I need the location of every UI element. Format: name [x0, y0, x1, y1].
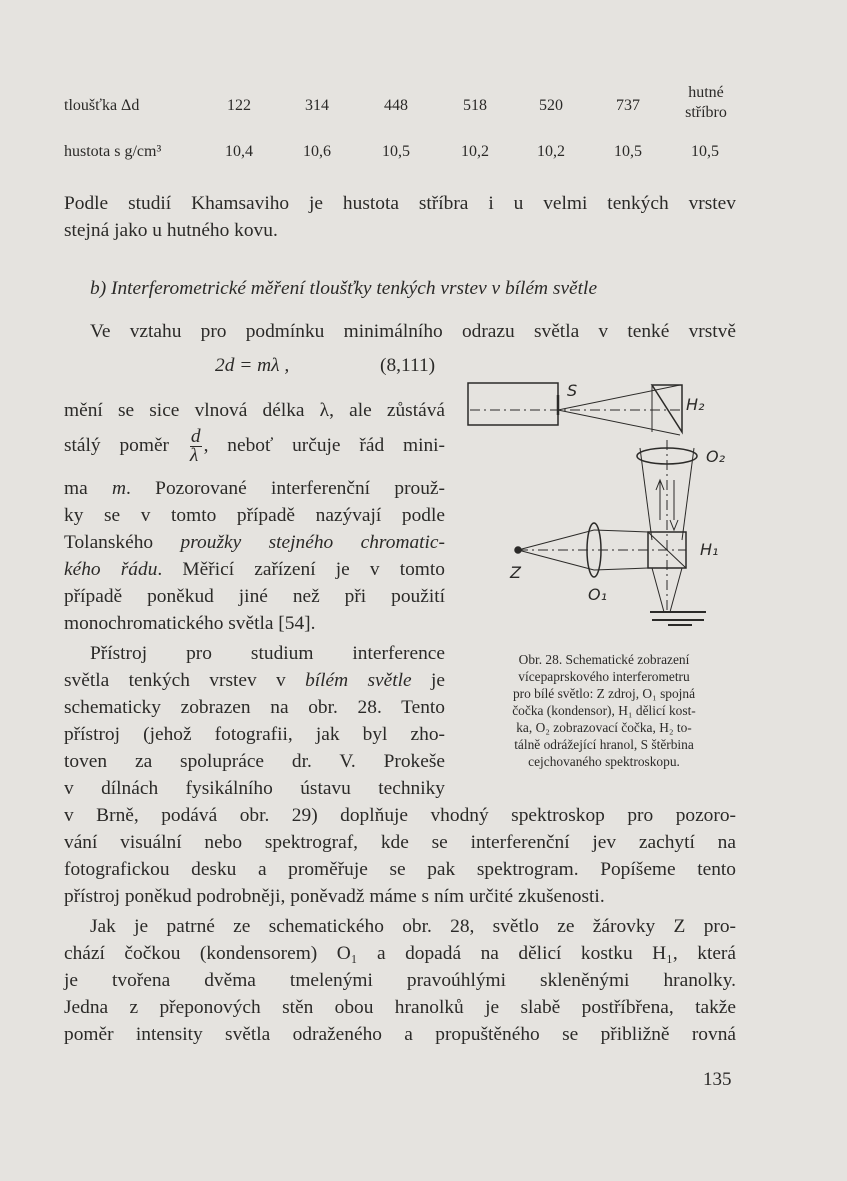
caption-line: cejchovaného spektroskopu.: [528, 754, 680, 769]
paragraph-line: je tvořena dvěma tmelenými pravoúhlými skleněnými hranolky.: [64, 970, 736, 991]
section-heading: b) Interferometrické měření tloušťky tenkých vrstev v bílém světle: [90, 278, 598, 299]
figure-caption: [466, 651, 742, 770]
paragraph-line-with-fraction: [64, 426, 446, 466]
table-cell: 10,5: [614, 143, 642, 160]
table-cell: 314: [305, 97, 329, 114]
ray: [670, 568, 682, 612]
paragraph-line: Jak je patrné ze schematického obr. 28, světlo ze žárovky Z pro-: [90, 916, 736, 937]
paragraph-line: přístroj (jehož fotografii, jak byl zho-: [64, 724, 445, 745]
paragraph-line: případě poněkud jiné než při použití: [64, 586, 445, 607]
ray: [518, 530, 594, 550]
intro-line: stejná jako u hutného kovu.: [64, 220, 278, 241]
paragraph-line: přístroj poněkud podrobněji, poněvadž máme s ním určité zkušenosti.: [64, 886, 605, 907]
ray: [558, 410, 680, 435]
text-fragment: stálý poměr: [64, 434, 170, 456]
table-cell: 10,2: [537, 143, 565, 160]
caption-line: tálně odrážející hranol, S štěrbina: [514, 737, 694, 752]
paragraph-line: Přístroj pro studium interference: [90, 643, 445, 664]
ray: [652, 568, 664, 612]
figure-label-o2: O₂: [706, 447, 726, 466]
table-cell: 448: [384, 97, 408, 114]
text-fragment: , neboť určuje řád mini-: [203, 434, 446, 456]
paragraph-line: toven za spolupráce dr. V. Prokeše: [64, 751, 445, 772]
paragraph-line: mění se sice vlnová délka λ, ale zůstává: [64, 400, 445, 421]
table-cell: 10,6: [303, 143, 331, 160]
paragraph-line: [64, 556, 445, 583]
figure-label-h2: H₂: [686, 395, 705, 414]
figure-label-h1: H₁: [700, 540, 719, 559]
caption-line: čočka (kondensor), H₁ dělicí kost-: [512, 703, 696, 718]
paragraph-line: [64, 529, 445, 556]
figure-label-o1: O₁: [588, 585, 608, 604]
paragraph-line: vání visuální nebo spektrograf, kde se interferenční jev zachytí na: [64, 832, 736, 853]
prism-h2: [652, 385, 682, 432]
table-row-thickness-label: tloušťka Δd: [64, 97, 140, 114]
table-cell: 520: [539, 97, 563, 114]
text-fragment: kého řádu: [64, 559, 158, 580]
fraction-d-over-lambda: [190, 428, 202, 465]
text-fragment: proužky stejného chromatic-: [180, 532, 445, 553]
table-header-line: hutné: [688, 84, 724, 101]
paragraph-line: fotografickou desku a proměřuje se pak spektrogram. Popíšeme tento: [64, 859, 736, 880]
paragraph-line: chází čočkou (kondensorem) O₁ a dopadá na dělicí kostku H₁, která: [64, 943, 736, 964]
table-row-density-label: hustota s g/cm³: [64, 143, 162, 160]
intro-line: Podle studií Khamsaviho je hustota stříbra i u velmi tenkých vrstev: [64, 193, 736, 214]
equation-number: (8,111): [380, 355, 436, 376]
table-cell: 737: [616, 97, 640, 114]
paragraph-line: ky se v tomto případě nazývají podle: [64, 505, 445, 526]
figure-label-z: Z: [510, 563, 521, 582]
caption-line: ka, O₂ zobrazovací čočka, H₂ to-: [516, 720, 692, 735]
table-cell: 10,2: [461, 143, 489, 160]
text-fragment: Tolanského: [64, 532, 181, 553]
ray: [518, 550, 594, 570]
arrow-head: [670, 520, 678, 530]
table-cell: 122: [227, 97, 251, 114]
table-cell: 10,4: [225, 143, 253, 160]
paragraph-line: schematicky zobrazen na obr. 28. Tento: [64, 697, 445, 718]
text-fragment: . Měřicí zařízení je v tomto: [157, 559, 445, 580]
caption-line: Obr. 28. Schematické zobrazení: [518, 652, 690, 667]
table-header-line: stříbro: [685, 104, 727, 121]
caption-line: vícepaprskového interferometru: [518, 669, 690, 684]
page-number: 135: [703, 1069, 732, 1090]
paragraph-line: Jedna z přeponových stěn obou hranolků je slabě postříbřena, takže: [64, 997, 736, 1018]
table-header-bulk-silver: [666, 83, 746, 123]
text-fragment: bílém světle: [305, 670, 412, 691]
text-fragment: . Pozorované interferenční prouž-: [126, 478, 445, 499]
paragraph-line: Ve vztahu pro podmínku minimálního odrazu světla v tenké vrstvě: [90, 321, 736, 342]
paragraph-line: poměr intensity světla odraženého a propuštěného se přibližně rovná: [64, 1024, 736, 1045]
paragraph-line: v Brně, podává obr. 29) doplňuje vhodný spektroskop pro pozoro-: [64, 805, 736, 826]
caption-line: pro bílé světlo: Z zdroj, O₁ spojná: [512, 686, 696, 701]
text-fragment: ma: [64, 478, 112, 499]
interferometer-diagram: [455, 370, 755, 640]
figure-label-s: S: [567, 381, 578, 400]
table-cell: 10,5: [691, 143, 719, 160]
paragraph-line: monochromatického světla [54].: [64, 613, 316, 634]
table-cell: 10,5: [382, 143, 410, 160]
fraction-denominator: λ: [189, 445, 199, 466]
ray: [594, 530, 648, 532]
paragraph-line: [64, 667, 445, 694]
equation-formula: 2d = mλ ,: [215, 355, 290, 376]
ray: [594, 568, 648, 570]
text-fragment: světla tenkých vrstev v: [64, 670, 306, 691]
table-cell: 518: [463, 97, 487, 114]
paragraph-line: v dílnách fysikálního ústavu techniky: [64, 778, 445, 799]
paragraph-line: [64, 475, 445, 502]
fraction-numerator: d: [190, 426, 201, 447]
text-fragment: je: [411, 670, 445, 691]
text-fragment: m: [112, 478, 127, 499]
spectroscope-tube: [468, 383, 558, 425]
